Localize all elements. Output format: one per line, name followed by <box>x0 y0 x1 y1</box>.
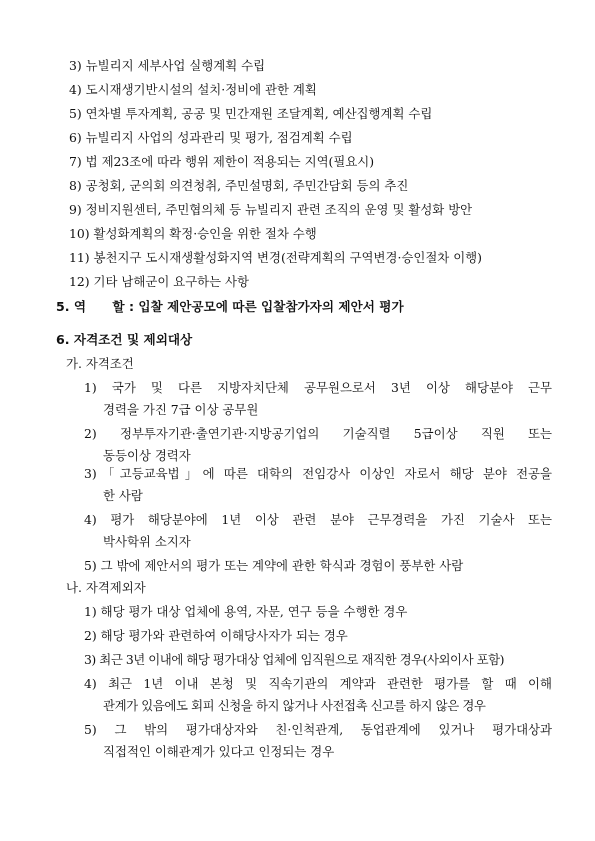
section-heading-role: 5. 역 할 : 입찰 제안공모에 따른 입찰참가자의 제안서 평가 <box>56 299 404 314</box>
exclusion-item: 1) 해당 평가 대상 업체에 용역, 자문, 연구 등을 수행한 경우 <box>84 604 408 619</box>
list-item: 12) 기타 남해군이 요구하는 사항 <box>69 274 249 289</box>
qualification-item-continuation: 박사학위 소지자 <box>103 534 191 549</box>
qualification-item-continuation: 한 사람 <box>103 488 143 503</box>
list-item: 11) 봉천지구 도시재생활성화지역 변경(전략계획의 구역변경·승인절차 이행) <box>69 250 482 265</box>
list-item: 3) 뉴빌리지 세부사업 실행계획 수립 <box>69 58 266 73</box>
subsection-title-exclusions: 나. 자격제외자 <box>66 580 146 595</box>
qualification-item-continuation: 동등이상 경력자 <box>103 448 191 463</box>
subsection-title-qualifications: 가. 자격조건 <box>66 356 134 371</box>
qualification-item: 4) 평가 해당분야에 1년 이상 관련 분야 근무경력을 가진 기술사 또는 <box>84 512 552 527</box>
exclusion-item-continuation: 관계가 있음에도 회피 신청을 하지 않거나 사전접촉 신고를 하지 않은 경우 <box>103 698 486 713</box>
list-item: 10) 활성화계획의 확정·승인을 위한 절차 수행 <box>69 226 317 241</box>
exclusion-item: 4) 최근 1년 이내 본청 및 직속기관의 계약과 관련한 평가를 할 때 이해 <box>84 676 552 691</box>
exclusion-item: 3) 최근 3년 이내에 해당 평가대상 업체에 임직원으로 재직한 경우(사외이사 포함) <box>84 652 505 667</box>
section-heading-qualification: 6. 자격조건 및 제외대상 <box>56 332 193 347</box>
list-item: 6) 뉴빌리지 사업의 성과관리 및 평가, 점검계획 수립 <box>69 130 353 145</box>
exclusion-item-continuation: 직접적인 이해관계가 있다고 인정되는 경우 <box>103 744 335 759</box>
qualification-item: 5) 그 밖에 제안서의 평가 또는 계약에 관한 학식과 경험이 풍부한 사람 <box>84 558 464 573</box>
list-item: 9) 정비지원센터, 주민협의체 등 뉴빌리지 관련 조직의 운영 및 활성화 방안 <box>69 202 473 217</box>
qualification-item: 1) 국가 및 다른 지방자치단체 공무원으로서 3년 이상 해당분야 근무 <box>84 380 552 395</box>
list-item: 8) 공청회, 군의회 의견청취, 주민설명회, 주민간담회 등의 추진 <box>69 178 409 193</box>
list-item: 7) 법 제23조에 따라 행위 제한이 적용되는 지역(필요시) <box>69 154 375 169</box>
list-item: 5) 연차별 투자계획, 공공 및 민간재원 조달계획, 예산집행계획 수립 <box>69 106 433 121</box>
qualification-item: 3)「고등교육법」에 따른 대학의 전임강사 이상인 자로서 해당 분야 전공을 <box>84 466 552 481</box>
qualification-item: 2) 정부투자기관·출연기관·지방공기업의 기술직렬 5급이상 직원 또는 <box>84 426 552 441</box>
exclusion-item: 2) 해당 평가와 관련하여 이해당사자가 되는 경우 <box>84 628 348 643</box>
list-item: 4) 도시재생기반시설의 설치·정비에 관한 계획 <box>69 82 317 97</box>
qualification-item-continuation: 경력을 가진 7급 이상 공무원 <box>103 402 259 417</box>
exclusion-item: 5) 그 밖의 평가대상자와 친·인척관계, 동업관계에 있거나 평가대상과 <box>84 722 552 737</box>
